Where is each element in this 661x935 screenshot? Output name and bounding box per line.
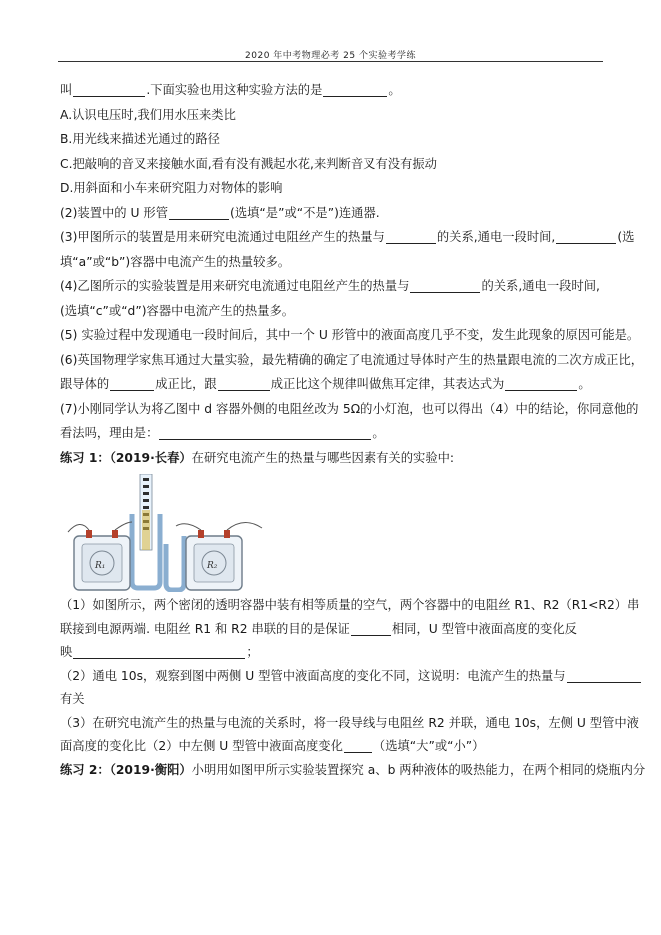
option-b: B.用光线来描述光通过的路径: [60, 132, 220, 146]
question-3-cont: 填“a”或“b”)容器中电流产生的热量较多。: [60, 254, 291, 269]
u-tube-right: [152, 514, 160, 588]
right-terminal: [198, 530, 204, 538]
answer-blank[interactable]: [73, 644, 245, 659]
question-3: (3)甲图所示的装置是用来研究电流通过电阻丝产生的热量与 的关系,通电一段时间, (选: [60, 230, 635, 244]
exercise-1-part-2: （2）通电 10s，观察到图中两侧 U 型管中液面高度的变化不同，这说明：电流产生的热量与: [60, 665, 605, 689]
question-4: (4)乙图所示的实验装置是用来研究电流通过电阻丝产生的热量与 的关系,通电一段时间,: [60, 279, 600, 293]
exercise-1-part-1-end: 映 ；: [60, 645, 259, 659]
question-7: (7)小刚同学认为将乙图中 d 容器外侧的电阻丝改为 5Ω的小灯泡，也可以得出（4）中的结论，你同意他的: [60, 401, 639, 416]
answer-blank[interactable]: [351, 621, 391, 636]
document-body: [60, 78, 646, 782]
exercise-1-heading: [60, 446, 605, 471]
header-rule: [58, 61, 603, 62]
exercise-1-part-1: （1）如图所示，两个密闭的透明容器中装有相等质量的空气，两个容器中的电阻丝 R1、R2（R1<R2）串: [60, 598, 640, 612]
option-d: D.用斜面和小车来研究阻力对物体的影响: [60, 181, 283, 195]
intro-text: 叫: [60, 83, 73, 97]
answer-blank[interactable]: [567, 668, 641, 683]
question-6: (6)英国物理学家焦耳通过大量实验，最先精确的确定了电流通过导体时产生的热量跟电流的二次方成正比，: [60, 352, 644, 367]
answer-blank[interactable]: [159, 425, 371, 440]
option-c: C.把敲响的音叉来接触水面,看有没有溅起水花,来判断音叉有没有振动: [60, 156, 437, 171]
answer-blank[interactable]: [344, 738, 372, 753]
left-terminal: [112, 530, 118, 538]
page-header: 2020 年中考物理必考 25 个实验考学练: [245, 51, 416, 61]
exercise-2-intro: 小明用如图甲所示实验装置探究 a、b 两种液体的吸热能力，在两个相同的烧瓶内分: [191, 762, 646, 777]
exercise-1-intro: 在研究电流产生的热量与哪些因素有关的实验中:: [191, 450, 455, 465]
u-tube-third: [166, 536, 184, 590]
exercise-1-part-3-cont: 面高度的变化比（2）中左侧 U 型管中液面高度变化 （选填“大”或“小”）: [60, 739, 485, 753]
answer-blank[interactable]: [218, 376, 270, 391]
wire: [176, 524, 201, 530]
question-6-cont: 跟导体的 成正比，跟 成正比这个规律叫做焦耳定律，其表达式为 。: [60, 377, 591, 391]
exercise-1-label: 练习 1：（2019·长春）: [60, 450, 192, 465]
scale-liquid: [142, 510, 150, 550]
right-resistor-label: R₂: [207, 561, 218, 571]
u-tube-left: [132, 514, 140, 588]
question-7-cont: 看法吗，理由是： 。: [60, 426, 385, 440]
answer-blank[interactable]: [505, 376, 577, 391]
left-terminal: [86, 530, 92, 538]
question-5: (5) 实验过程中发现通电一段时间后，其中一个 U 形管中的液面高度几乎不变，发生此现象的原因可能是。: [60, 328, 640, 342]
exercise-1-part-3: （3）在研究电流产生的热量与电流的关系时，将一段导线与电阻丝 R2 并联，通电 10s，左侧 U 型管中液: [60, 715, 639, 730]
answer-blank[interactable]: [73, 82, 145, 97]
right-terminal: [224, 530, 230, 538]
experiment-figure: [60, 470, 605, 594]
intro-text: .下面实验也用这种实验方法的是: [146, 83, 323, 97]
answer-blank[interactable]: [386, 229, 436, 244]
answer-blank[interactable]: [323, 82, 387, 97]
answer-blank[interactable]: [169, 205, 229, 220]
left-resistor-label: R₁: [95, 561, 106, 571]
question-4-cont: (选填“c”或“d”)容器中电流产生的热量多。: [60, 303, 295, 318]
wire: [115, 522, 132, 530]
wire: [68, 524, 89, 532]
question-2: (2)装置中的 U 形管 (选填“是”或“不是”)连通器.: [60, 205, 380, 220]
answer-blank[interactable]: [110, 376, 154, 391]
exercise-1-part-2-cont: 有关: [60, 692, 85, 706]
intro-text: 。: [388, 83, 401, 97]
option-a: A.认识电压时,我们用水压来类比: [60, 107, 236, 122]
exercise-2-label: 练习 2：（2019·衡阳）: [60, 762, 192, 777]
exercise-1-part-1-cont: 联接到电源两端. 电阻丝 R1 和 R2 串联的目的是保证 相同，U 型管中液面高度的变化反: [60, 621, 577, 636]
answer-blank[interactable]: [410, 278, 480, 293]
wire: [227, 522, 262, 530]
joule-heating-apparatus-figure: [66, 474, 276, 592]
exercise-2-heading: [60, 759, 646, 783]
answer-blank[interactable]: [556, 229, 616, 244]
intro-line: [60, 78, 605, 103]
